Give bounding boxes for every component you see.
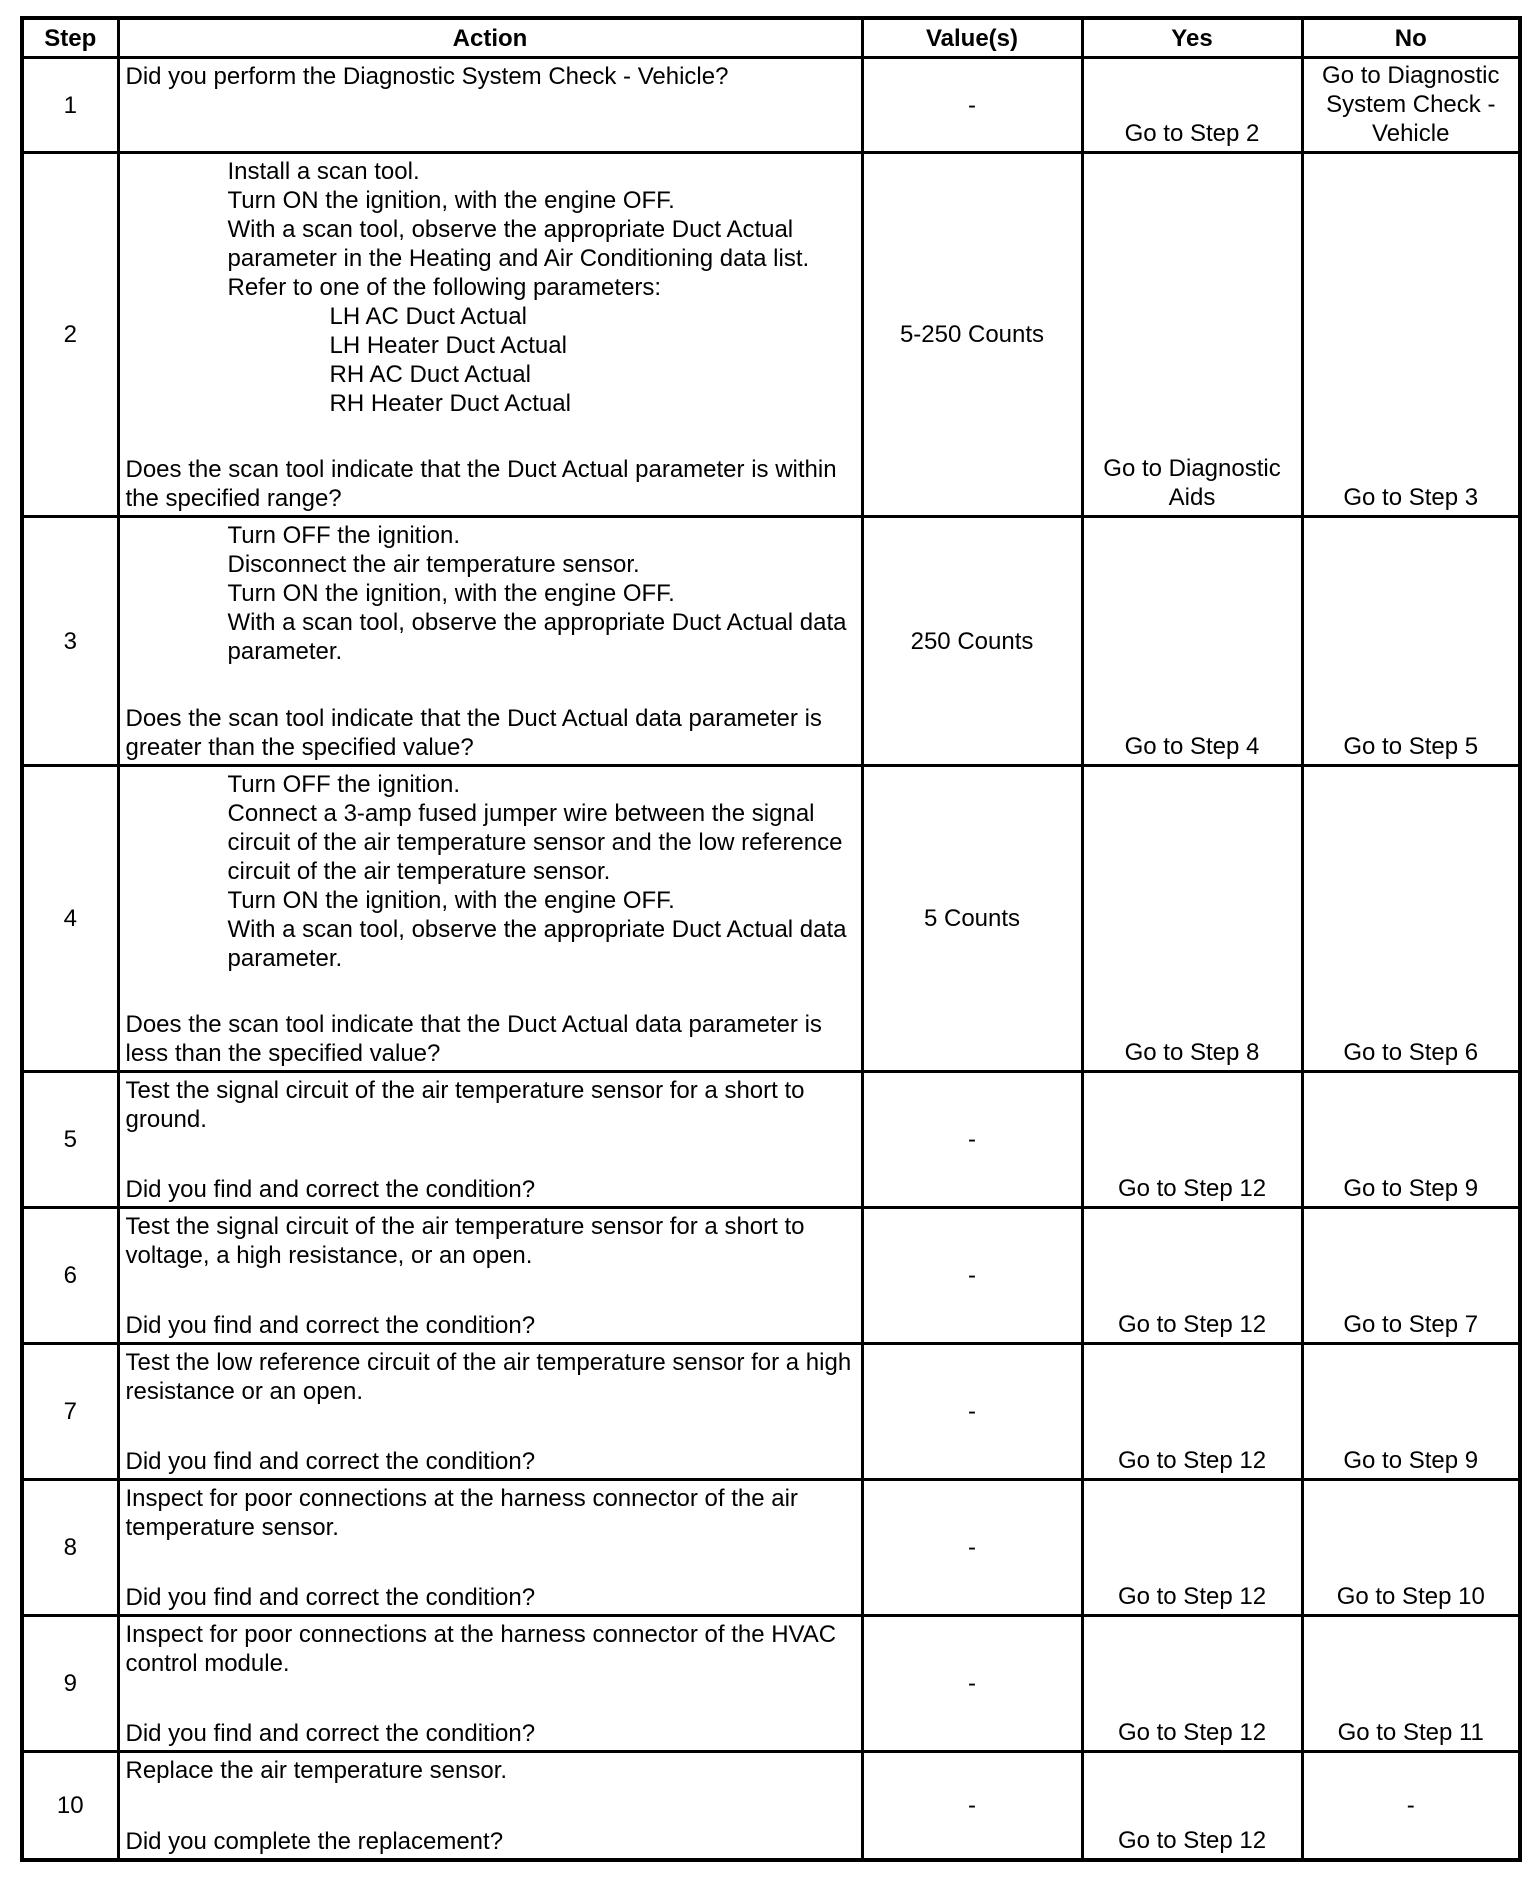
action-content — [120, 59, 861, 149]
yes-outcome-text: Go to Step 12 — [1117, 1311, 1267, 1338]
no-outcome-text: Go to Step 9 — [1343, 1175, 1479, 1202]
action-content — [120, 1481, 861, 1614]
value-cell: 5 Counts — [862, 766, 1082, 1072]
action-content — [120, 1345, 861, 1478]
step-number: 6 — [22, 1208, 118, 1344]
action-question: Did you find and correct the condition? — [125, 1584, 536, 1611]
action-content — [120, 1073, 861, 1206]
action-instructions — [126, 1756, 857, 1785]
no-outcome — [1302, 1616, 1520, 1752]
yes-outcome — [1082, 58, 1302, 153]
instruction-item: Connect a 3-amp fused jumper wire between the signal circuit of the air temperature sensor and the low reference circuit of the air temperature sensor. — [227, 800, 843, 885]
action-content — [120, 767, 861, 1070]
instruction-item: Turn OFF the ignition. — [227, 771, 461, 798]
table-body — [22, 58, 1520, 1861]
action-cell — [118, 58, 862, 153]
instruction-item: Turn OFF the ignition. — [227, 522, 461, 549]
instruction-item: With a scan tool, observe the appropriate Duct Actual parameter in the Heating and Air Conditioning data list. — [227, 216, 810, 272]
yes-outcome-text: Go to Diagnostic Aids — [1103, 455, 1281, 511]
step-number: 1 — [22, 58, 118, 153]
no-outcome — [1302, 153, 1520, 517]
yes-outcome-text: Go to Step 2 — [1124, 120, 1260, 147]
value-cell: - — [862, 58, 1082, 153]
step-number: 8 — [22, 1480, 118, 1616]
instruction-item: Turn ON the ignition, with the engine OFF. — [227, 887, 675, 914]
action-question: Did you find and correct the condition? — [125, 1176, 536, 1203]
no-outcome-text: Go to Step 11 — [1337, 1719, 1484, 1746]
yes-outcome-text: Go to Step 12 — [1117, 1827, 1267, 1854]
action-cell — [118, 1616, 862, 1752]
table-row — [22, 1480, 1520, 1616]
yes-outcome — [1082, 1616, 1302, 1752]
action-question: Did you find and correct the condition? — [125, 1312, 536, 1339]
table-row — [22, 517, 1520, 766]
action-cell — [118, 1208, 862, 1344]
step-number: 5 — [22, 1072, 118, 1208]
action-content — [120, 154, 861, 515]
action-instructions — [126, 1348, 857, 1406]
action-column-header: Action — [118, 18, 862, 58]
action-question: Did you complete the replacement? — [125, 1828, 504, 1855]
instruction-item: Turn ON the ignition, with the engine OFF. — [227, 580, 675, 607]
step-number: 4 — [22, 766, 118, 1072]
instruction-item: Install a scan tool. — [227, 158, 420, 185]
action-instructions — [126, 1484, 857, 1542]
yes-outcome-text: Go to Step 4 — [1124, 733, 1260, 760]
step-column-header: Step — [22, 18, 118, 58]
yes-outcome — [1082, 766, 1302, 1072]
no-outcome-text: Go to Step 6 — [1343, 1039, 1479, 1066]
table-row — [22, 153, 1520, 517]
action-question: Does the scan tool indicate that the Duct Actual data parameter is greater than the specified value? — [125, 705, 822, 761]
step-number: 10 — [22, 1752, 118, 1861]
no-outcome-text: Go to Diagnostic System Check - Vehicle — [1322, 62, 1500, 147]
no-outcome — [1302, 517, 1520, 766]
instruction-list — [126, 521, 857, 666]
header-row — [22, 18, 1520, 58]
step-number: 2 — [22, 153, 118, 517]
action-content — [120, 1209, 861, 1342]
table-row — [22, 766, 1520, 1072]
action-instructions — [126, 770, 857, 973]
action-instructions — [126, 1212, 857, 1270]
no-outcome-text: - — [1406, 1791, 1415, 1819]
action-question: Does the scan tool indicate that the Duct Actual parameter is within the specified range? — [125, 456, 837, 512]
table-row — [22, 1752, 1520, 1861]
action-cell — [118, 1480, 862, 1616]
step-number: 7 — [22, 1344, 118, 1480]
yes-outcome — [1082, 1344, 1302, 1480]
no-outcome — [1302, 1072, 1520, 1208]
table-row — [22, 1072, 1520, 1208]
yes-outcome — [1082, 153, 1302, 517]
value-cell: 5-250 Counts — [862, 153, 1082, 517]
table-row — [22, 1344, 1520, 1480]
no-outcome — [1302, 1344, 1520, 1480]
step-number: 3 — [22, 517, 118, 766]
action-intro: Inspect for poor connections at the harness connector of the air temperature sensor. — [125, 1485, 798, 1541]
action-cell — [118, 153, 862, 517]
table-row — [22, 1208, 1520, 1344]
value-cell: - — [862, 1616, 1082, 1752]
instruction-item: Turn ON the ignition, with the engine OFF. — [227, 187, 675, 214]
action-cell — [118, 766, 862, 1072]
action-content — [120, 1753, 861, 1858]
instruction-list — [126, 157, 857, 418]
value-cell: - — [862, 1752, 1082, 1861]
yes-outcome — [1082, 1208, 1302, 1344]
yes-outcome — [1082, 1752, 1302, 1861]
instruction-item: With a scan tool, observe the appropriate Duct Actual data parameter. — [227, 916, 847, 972]
action-intro: Test the low reference circuit of the air temperature sensor for a high resistance or an open. — [125, 1349, 852, 1405]
action-instructions — [126, 1076, 857, 1134]
action-cell — [118, 1072, 862, 1208]
no-outcome — [1302, 1208, 1520, 1344]
action-instructions — [126, 157, 857, 418]
action-intro: Test the signal circuit of the air temperature sensor for a short to ground. — [125, 1077, 805, 1133]
action-question: Does the scan tool indicate that the Duct Actual data parameter is less than the specified value? — [125, 1011, 822, 1067]
yes-outcome-text: Go to Step 12 — [1117, 1175, 1267, 1202]
value-cell: - — [862, 1208, 1082, 1344]
parameter-item: RH Heater Duct Actual — [329, 390, 571, 417]
action-content — [120, 518, 861, 764]
no-outcome-text: Go to Step 5 — [1343, 733, 1479, 760]
yes-outcome-text: Go to Step 12 — [1117, 1719, 1267, 1746]
parameter-item: RH AC Duct Actual — [329, 361, 531, 388]
instruction-list — [126, 770, 857, 973]
no-outcome-text: Go to Step 9 — [1343, 1447, 1479, 1474]
action-question: Did you perform the Diagnostic System Check - Vehicle? — [125, 63, 729, 90]
action-instructions — [126, 1620, 857, 1678]
value-cell: 250 Counts — [862, 517, 1082, 766]
yes-outcome-text: Go to Step 12 — [1117, 1583, 1267, 1610]
no-outcome — [1302, 1752, 1520, 1861]
values-column-header: Value(s) — [862, 18, 1082, 58]
value-cell: - — [862, 1072, 1082, 1208]
table-row — [22, 58, 1520, 153]
yes-outcome — [1082, 517, 1302, 766]
action-cell — [118, 517, 862, 766]
yes-outcome-text: Go to Step 12 — [1117, 1447, 1267, 1474]
parameter-item: LH Heater Duct Actual — [329, 332, 567, 359]
no-column-header: No — [1302, 18, 1520, 58]
yes-column-header: Yes — [1082, 18, 1302, 58]
action-intro: Test the signal circuit of the air temperature sensor for a short to voltage, a high resistance, or an open. — [125, 1213, 805, 1269]
value-cell: - — [862, 1480, 1082, 1616]
action-cell — [118, 1344, 862, 1480]
value-cell: - — [862, 1344, 1082, 1480]
yes-outcome — [1082, 1072, 1302, 1208]
action-intro: Inspect for poor connections at the harness connector of the HVAC control module. — [125, 1621, 837, 1677]
diagnostic-table — [20, 16, 1522, 1862]
action-question: Did you find and correct the condition? — [125, 1720, 536, 1747]
instruction-item: Disconnect the air temperature sensor. — [227, 551, 640, 578]
yes-outcome-text: Go to Step 8 — [1124, 1039, 1260, 1066]
step-number: 9 — [22, 1616, 118, 1752]
no-outcome-text: Go to Step 10 — [1336, 1583, 1485, 1610]
instruction-item: With a scan tool, observe the appropriate Duct Actual data parameter. — [227, 609, 847, 665]
action-cell — [118, 1752, 862, 1861]
no-outcome — [1302, 766, 1520, 1072]
table-row — [22, 1616, 1520, 1752]
no-outcome-text: Go to Step 3 — [1343, 484, 1479, 511]
action-content — [120, 1617, 861, 1750]
parameter-list — [228, 302, 857, 418]
no-outcome-text: Go to Step 7 — [1343, 1311, 1479, 1338]
no-outcome — [1302, 58, 1520, 153]
action-question: Did you find and correct the condition? — [125, 1448, 536, 1475]
parameter-item: LH AC Duct Actual — [329, 303, 527, 330]
action-instructions — [126, 521, 857, 666]
instruction-item: Refer to one of the following parameters: — [227, 274, 662, 301]
yes-outcome — [1082, 1480, 1302, 1616]
action-intro: Replace the air temperature sensor. — [125, 1757, 508, 1784]
no-outcome — [1302, 1480, 1520, 1616]
